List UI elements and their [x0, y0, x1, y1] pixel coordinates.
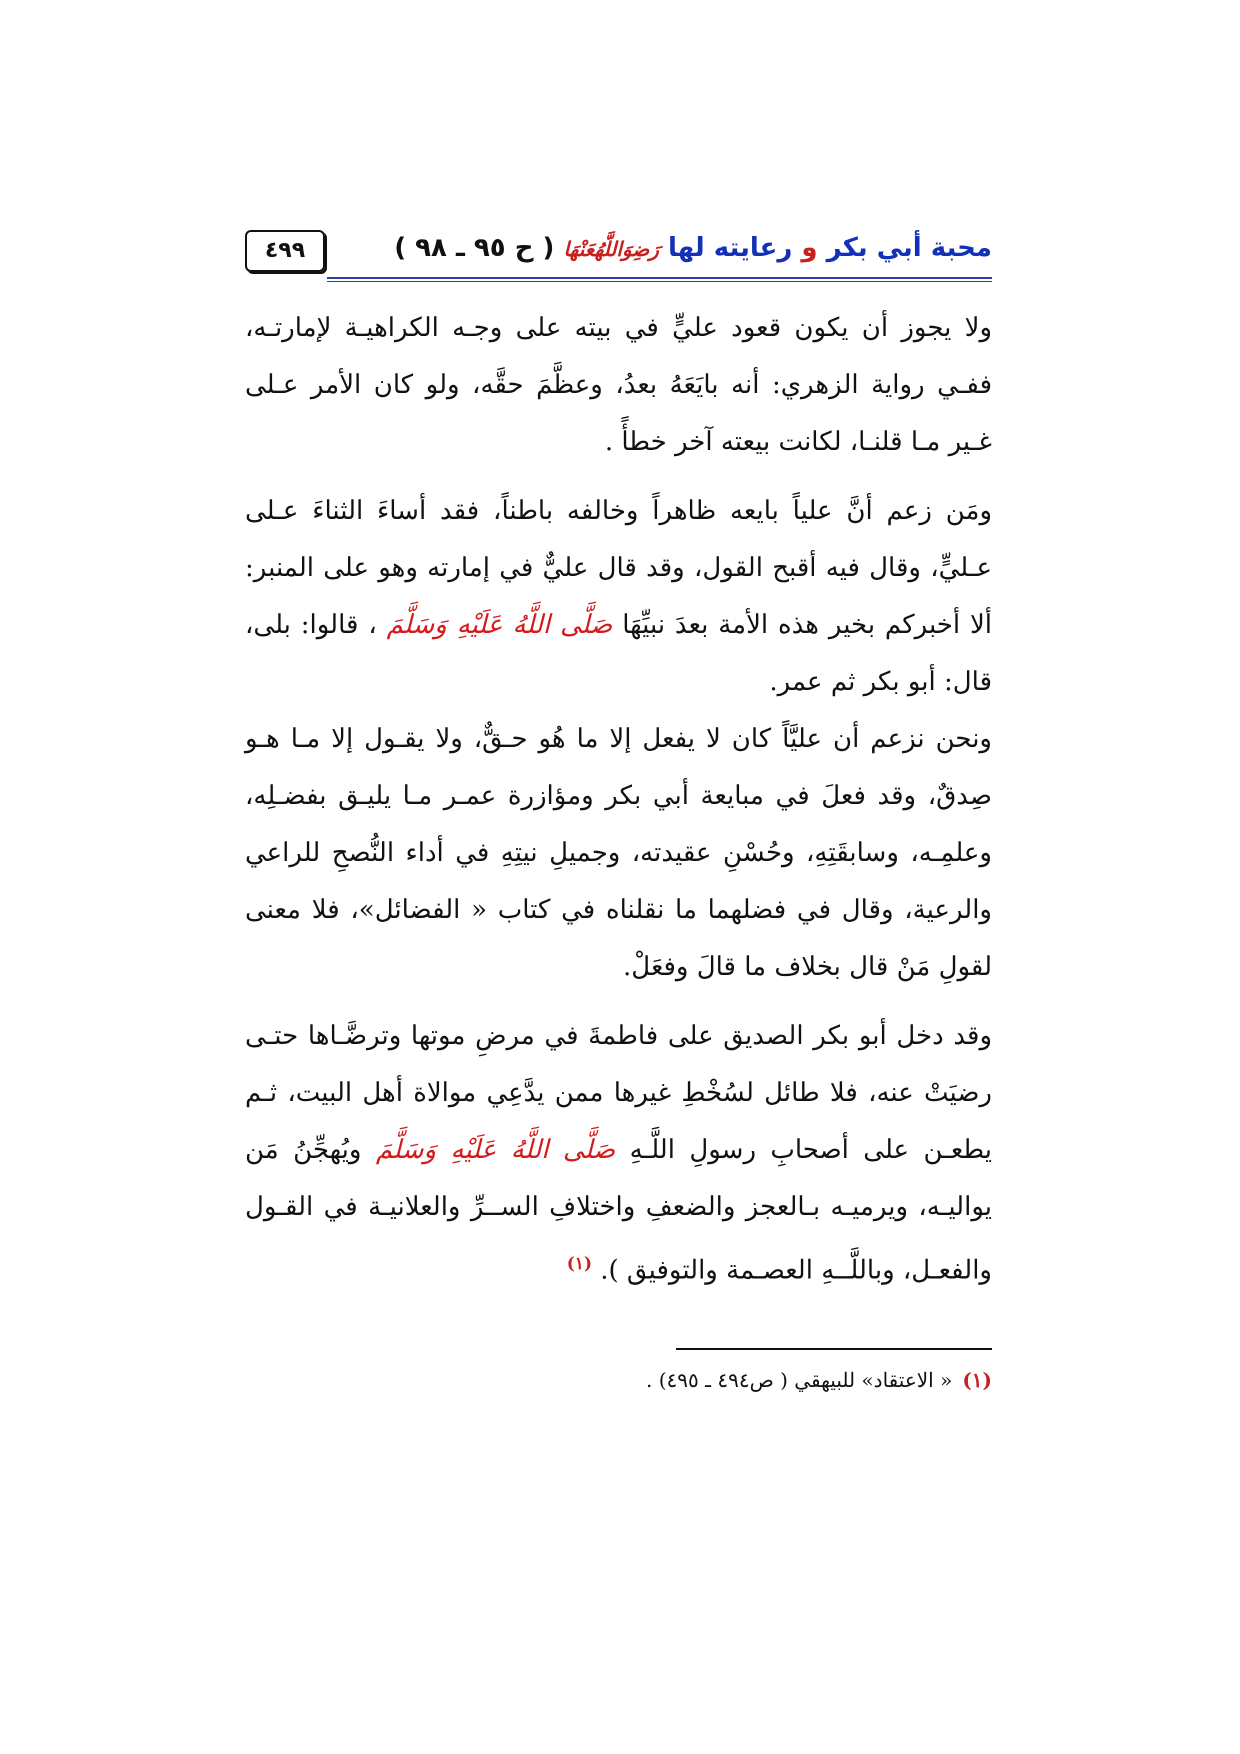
header-title-part3: رعايته لها [658, 233, 793, 263]
page-number: ٤٩٩ [245, 230, 325, 272]
paragraph-1: ولا يجوز أن يكون قعود عليٍّ في بيته على وجـه الكراهيـة لإمارتـه، ففـي رواية الزهري: أنه بايَعَهُ بعدُ، وعظَّمَ حقَّه، ولو كان الأمر عـلى غـير مـا قلنـا، لكانت بيعته آخر خطأً . [245, 313, 992, 457]
header-title-part2: و [792, 233, 818, 263]
paragraph-2 [245, 483, 992, 711]
paragraph-4-text-a: وقد دخل أبو بكر الصديق على فاطمةَ في مرضِ موتها وترضَّـاها حتـى رضيَتْ عنه، فلا طائل لسُخْطِ غيرها ممن يدَّعِي موالاة أهل البيت، ثـم يطعـن على أصحابِ رسولِ اللَّـهِ [245, 1021, 992, 1165]
footnote-divider [676, 1348, 992, 1350]
paragraph-2-text-a: ومَن زعم أنَّ علياً بايعه ظاهراً وخالفه باطناً، فقد أساءَ الثناءَ عـلى عـليٍّ، وقال فيه أقبح القول، وقد قال عليٌّ في إمارته وهو على المنبر: ألا أخبركم بخير هذه الأمة بعدَ نبيِّهَا [245, 496, 992, 640]
paragraph-4 [245, 1008, 992, 1300]
running-header [245, 225, 992, 285]
paragraph-3: ونحن نزعم أن عليَّاً كان لا يفعل إلا ما هُو حـقٌّ، ولا يقـول إلا مـا هـو صِدقٌ، وقد فعلَ في مبايعة أبي بكر ومؤازرة عمـر مـا يليـق بفضـلِه، وعلمِـه، وسابقَتِهِ، وحُسْنِ عقيدته، وجميلِ نيتِهِ في أداء النُّصحِ للراعي والرعية، وقال في فضلهما ما نقلناه في كتاب « الفضائل»، فلا معنى لقولِ مَنْ قال بخلاف ما قالَ وفعَلْ. [245, 724, 992, 982]
header-rule [327, 277, 992, 282]
main-text [245, 300, 992, 1300]
header-honorific: رَضِوَاللَّهُعَنْهَا [563, 237, 659, 261]
paragraph-4-text-b: ويُهجِّنُ مَن يواليـه، ويرميـه بـالعجز والضعفِ واختلافِ الســرِّ والعلانيـة في القـول والفعـل، وباللَّــهِ العصـمة والتوفيق ). [245, 1135, 992, 1286]
paragraph-2-text-b: ، قالوا: بلى، قال: أبو بكر ثم عمر. [245, 610, 992, 697]
header-hadith-range: ( ح ٩٥ ـ ٩٨ ) [394, 233, 564, 263]
honorific-salawat: صَلَّى اللَّهُ عَلَيْهِ وَسَلَّمَ [375, 1135, 616, 1165]
footnotes [245, 1360, 992, 1400]
footnote-1 [245, 1360, 992, 1400]
footnote-reference[interactable]: (١) [566, 1254, 592, 1274]
honorific-salawat: صَلَّى اللَّهُ عَلَيْهِ وَسَلَّمَ [386, 610, 613, 640]
header-title [394, 233, 992, 263]
footnote-text: « الاعتقاد» للبيهقي ( ص٤٩٤ ـ ٤٩٥) . [646, 1368, 953, 1392]
footnote-number: (١) [962, 1368, 992, 1392]
header-title-part1: محبة أبي بكر [817, 233, 992, 263]
